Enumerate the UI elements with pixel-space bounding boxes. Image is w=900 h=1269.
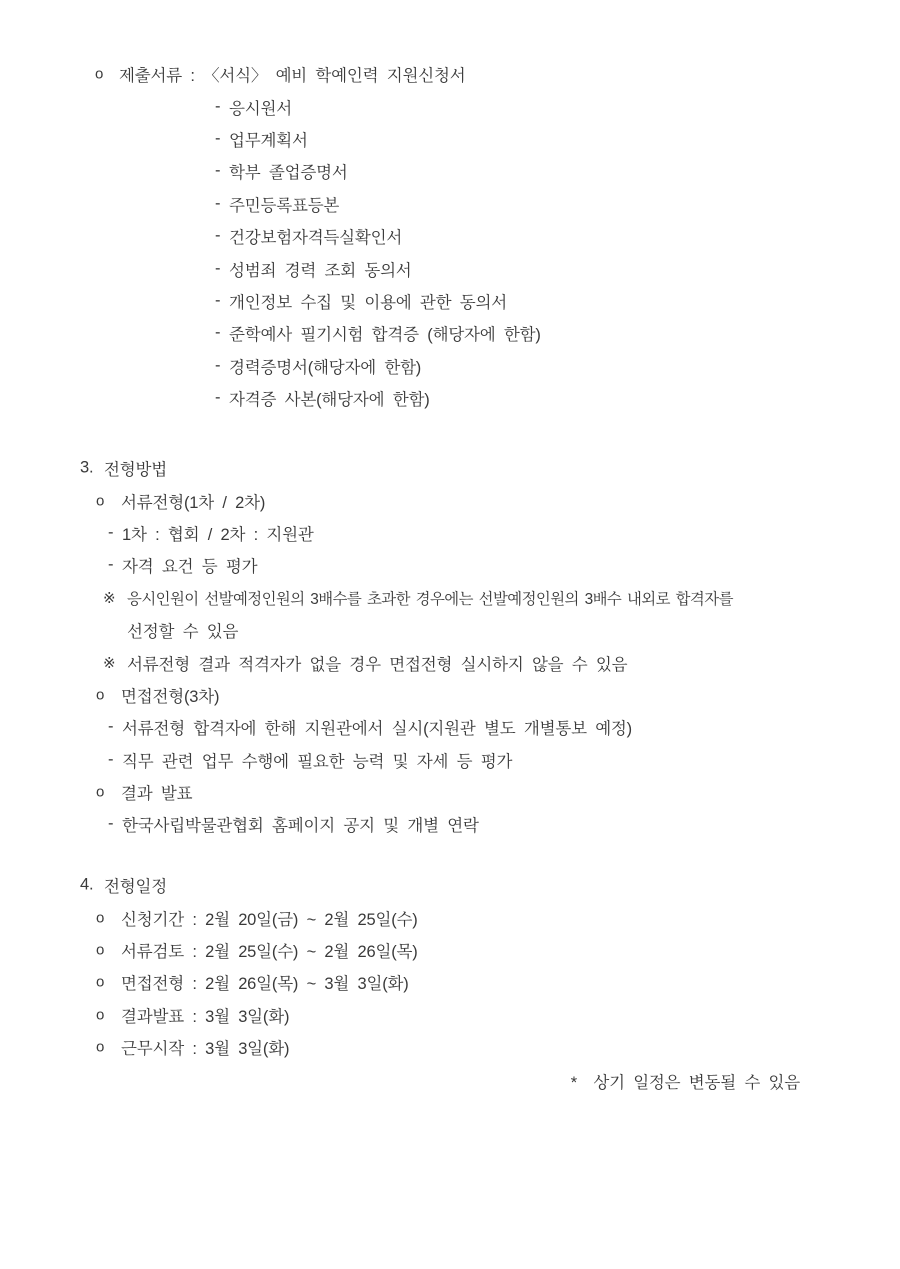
doc-item (0, 252, 900, 284)
method-line (0, 679, 900, 711)
method-line-text: 자격 요건 등 평가 (122, 558, 258, 577)
selection-method-section (0, 452, 900, 841)
asterisk-marker: * (570, 1074, 577, 1093)
method-line-text: 한국사립박물관협회 홈페이지 공지 및 개별 연락 (122, 817, 479, 836)
schedule-footnote (0, 1067, 900, 1099)
doc-item-text: 주민등록표등본 (229, 196, 340, 215)
dash-marker: - (108, 814, 114, 833)
schedule-line-text: 결과발표 : 3월 3일(화) (121, 1007, 290, 1026)
section-number: 3. (80, 458, 94, 477)
dash-marker: - (215, 129, 221, 148)
schedule-footnote-text: 상기 일정은 변동될 수 있음 (593, 1074, 800, 1093)
method-line (0, 744, 900, 776)
circle-bullet-marker: o (96, 1006, 105, 1024)
method-note-continuation (0, 614, 900, 646)
dash-marker: - (108, 523, 114, 542)
section-4-heading (0, 869, 900, 901)
reference-mark: ※ (103, 589, 116, 607)
schedule-section (0, 869, 900, 1100)
doc-item-text: 건강보험자격득실확인서 (229, 229, 403, 248)
circle-bullet-marker: o (96, 1038, 105, 1056)
method-note-line (0, 582, 900, 614)
method-line (0, 517, 900, 549)
method-line-text: 1차 : 협회 / 2차 : 지원관 (122, 525, 314, 544)
dash-marker: - (215, 259, 221, 278)
doc-item (0, 382, 900, 414)
method-line-text: 면접전형(3차) (121, 687, 220, 706)
dash-marker: - (108, 750, 114, 769)
method-line (0, 484, 900, 516)
method-line (0, 711, 900, 743)
doc-item-text: 준학예사 필기시험 합격증 (해당자에 한함) (229, 326, 541, 345)
doc-item (0, 155, 900, 187)
schedule-line-text: 면접전형 : 2월 26일(목) ~ 3월 3일(화) (121, 975, 409, 994)
doc-item-text: 학부 졸업증명서 (229, 164, 348, 183)
schedule-line-text: 근무시작 : 3월 3일(화) (121, 1040, 290, 1059)
schedule-line (0, 1031, 900, 1063)
schedule-line (0, 901, 900, 933)
section-title: 전형방법 (104, 461, 167, 480)
method-line (0, 549, 900, 581)
doc-item (0, 220, 900, 252)
method-line-text: 서류전형 합격자에 한해 지원관에서 실시(지원관 별도 개별통보 예정) (122, 720, 632, 739)
circle-bullet-marker: o (96, 492, 105, 510)
dash-marker: - (215, 226, 221, 245)
submission-docs-label: 제출서류 : 〈서식〉 예비 학예인력 지원신청서 (119, 67, 466, 86)
doc-item-text: 응시원서 (229, 99, 292, 118)
method-line (0, 776, 900, 808)
doc-item (0, 317, 900, 349)
method-line-text: 직무 관련 업무 수행에 필요한 능력 및 자세 등 평가 (122, 752, 513, 771)
dash-marker: - (215, 194, 221, 213)
doc-item (0, 285, 900, 317)
method-note-text: 선정할 수 있음 (127, 623, 239, 642)
submission-docs-section (0, 58, 900, 414)
method-note-line (0, 646, 900, 678)
dash-marker: - (215, 97, 221, 116)
schedule-line-text: 신청기간 : 2월 20일(금) ~ 2월 25일(수) (121, 910, 418, 929)
dash-marker: - (108, 555, 114, 574)
circle-bullet-marker: o (95, 65, 104, 83)
submission-docs-label-line (0, 58, 900, 90)
schedule-line (0, 999, 900, 1031)
schedule-line (0, 934, 900, 966)
dash-marker: - (215, 161, 221, 180)
method-line-text: 결과 발표 (121, 785, 193, 804)
doc-item (0, 350, 900, 382)
dash-marker: - (108, 717, 114, 736)
circle-bullet-marker: o (96, 941, 105, 959)
dash-marker: - (215, 356, 221, 375)
doc-item-text: 개인정보 수집 및 이용에 관한 동의서 (229, 293, 508, 312)
circle-bullet-marker: o (96, 783, 105, 801)
doc-item (0, 90, 900, 122)
circle-bullet-marker: o (96, 973, 105, 991)
section-title: 전형일정 (104, 878, 167, 897)
reference-mark: ※ (103, 654, 116, 672)
method-line (0, 808, 900, 840)
circle-bullet-marker: o (96, 909, 105, 927)
schedule-line (0, 966, 900, 998)
dash-marker: - (215, 388, 221, 407)
doc-item-text: 성범죄 경력 조회 동의서 (229, 261, 412, 280)
dash-marker: - (215, 291, 221, 310)
method-line-text: 서류전형(1차 / 2차) (121, 493, 266, 512)
method-note-text: 응시인원이 선발예정인원의 3배수를 초과한 경우에는 선발예정인원의 3배수 내외로 합격자를 (127, 590, 733, 608)
circle-bullet-marker: o (96, 686, 105, 704)
schedule-line-text: 서류검토 : 2월 25일(수) ~ 2월 26일(목) (121, 942, 418, 961)
doc-item (0, 123, 900, 155)
doc-item-text: 자격증 사본(해당자에 한함) (229, 391, 430, 410)
doc-item-text: 경력증명서(해당자에 한함) (229, 358, 422, 377)
method-note-text: 서류전형 결과 적격자가 없을 경우 면접전형 실시하지 않을 수 있음 (127, 655, 628, 674)
doc-item (0, 188, 900, 220)
section-number: 4. (80, 875, 94, 894)
section-3-heading (0, 452, 900, 484)
doc-item-text: 업무계획서 (229, 131, 308, 150)
dash-marker: - (215, 323, 221, 342)
